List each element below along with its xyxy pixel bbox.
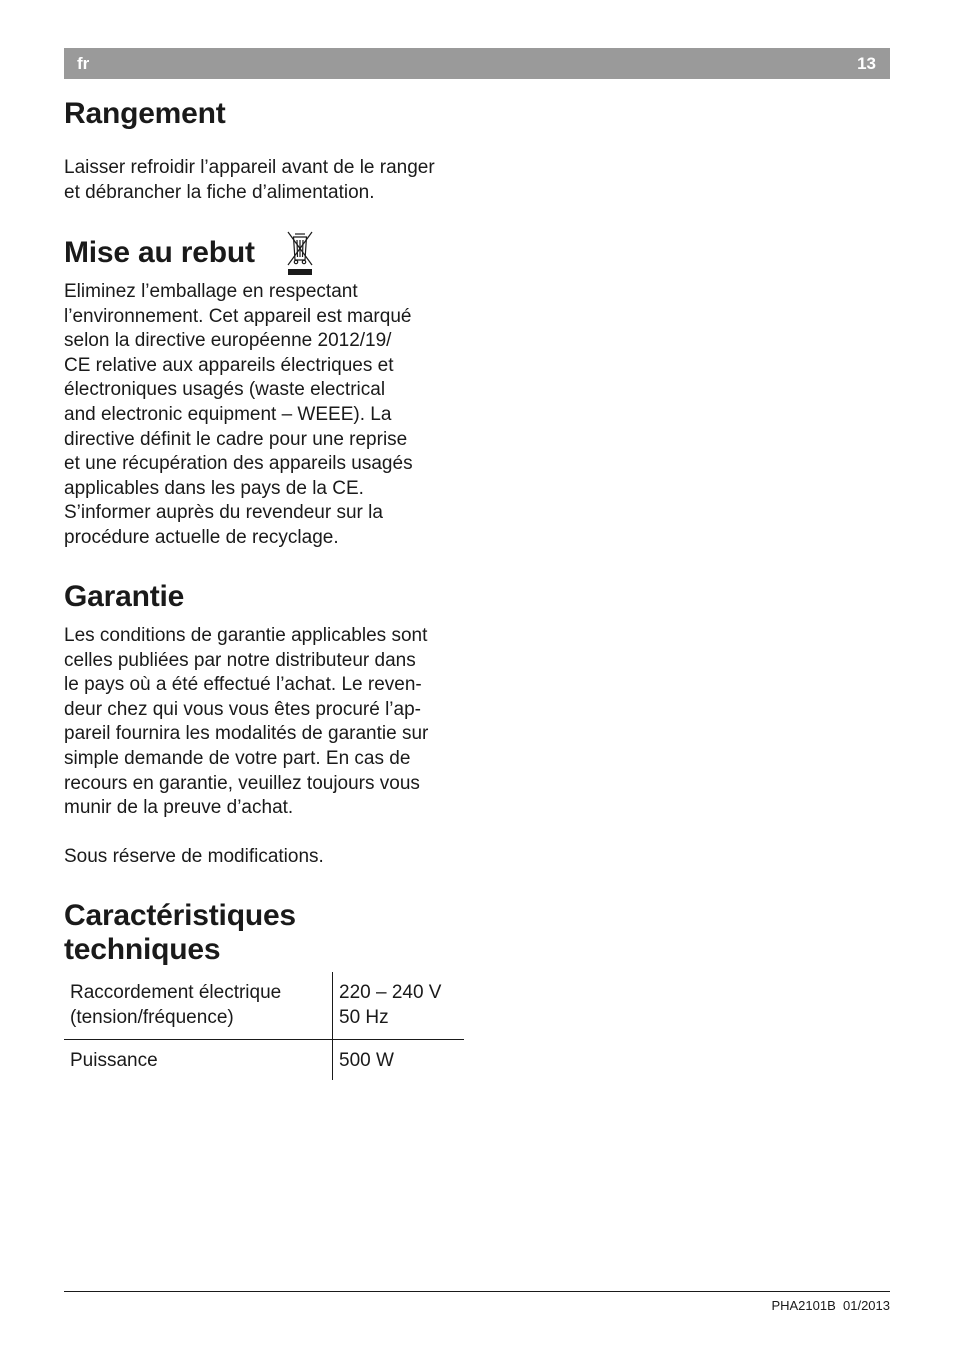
spec-label: Puissance [70, 1050, 158, 1071]
section-title-mise-au-rebut: Mise au rebut [64, 236, 255, 269]
section-title-rangement: Rangement [64, 97, 226, 130]
print-date: 01/2013 [843, 1298, 890, 1313]
section-title-garantie: Garantie [64, 580, 185, 613]
spec-value: 500 W [333, 1040, 465, 1081]
language-label: fr [77, 54, 90, 73]
rangement-body: Laisser refroidir l’appareil avant de le ranger et débrancher la fiche d’alimentation. [64, 157, 435, 203]
garantie-body: Les conditions de garantie applicables sont celles publiées par notre distributeur dans le pays où a été effectué l’achat. Le reven- deur chez qui vous vous êtes procuré l’ap- pareil fournira les modalités de garantie sur simple demande de votre part. En cas de recours en garantie, veuillez toujours vous munir de la preuve d’achat. [64, 625, 429, 819]
footer [771, 1298, 890, 1313]
garantie-note: Sous réserve de modifications. [64, 846, 324, 867]
spec-value: 220 – 240 V 50 Hz [333, 972, 465, 1040]
weee-crossed-bin-icon [284, 229, 316, 277]
section-title-caracteristiques: Caractéristiques techniques [64, 899, 296, 966]
page-number: 13 [857, 54, 876, 73]
table-row [64, 1040, 464, 1081]
table-row [64, 972, 464, 1040]
specs-table [64, 972, 464, 1080]
rebut-body: Eliminez l’emballage en respectant l’environnement. Cet appareil est marqué selon la directive européenne 2012/19/ CE relative aux appareils électriques et électroniques usagés (waste electrical and electronic equipment – WEEE). La directive définit le cadre pour une reprise et une récupération des appareils usagés applicables dans les pays de la CE. S’informer auprès du revendeur sur la procédure actuelle de recyclage. [64, 281, 413, 548]
model-number: PHA2101B [771, 1298, 836, 1313]
footer-divider [64, 1291, 890, 1292]
spec-label: Raccordement électrique (tension/fréquence) [64, 972, 333, 1040]
header-bar [64, 48, 890, 79]
